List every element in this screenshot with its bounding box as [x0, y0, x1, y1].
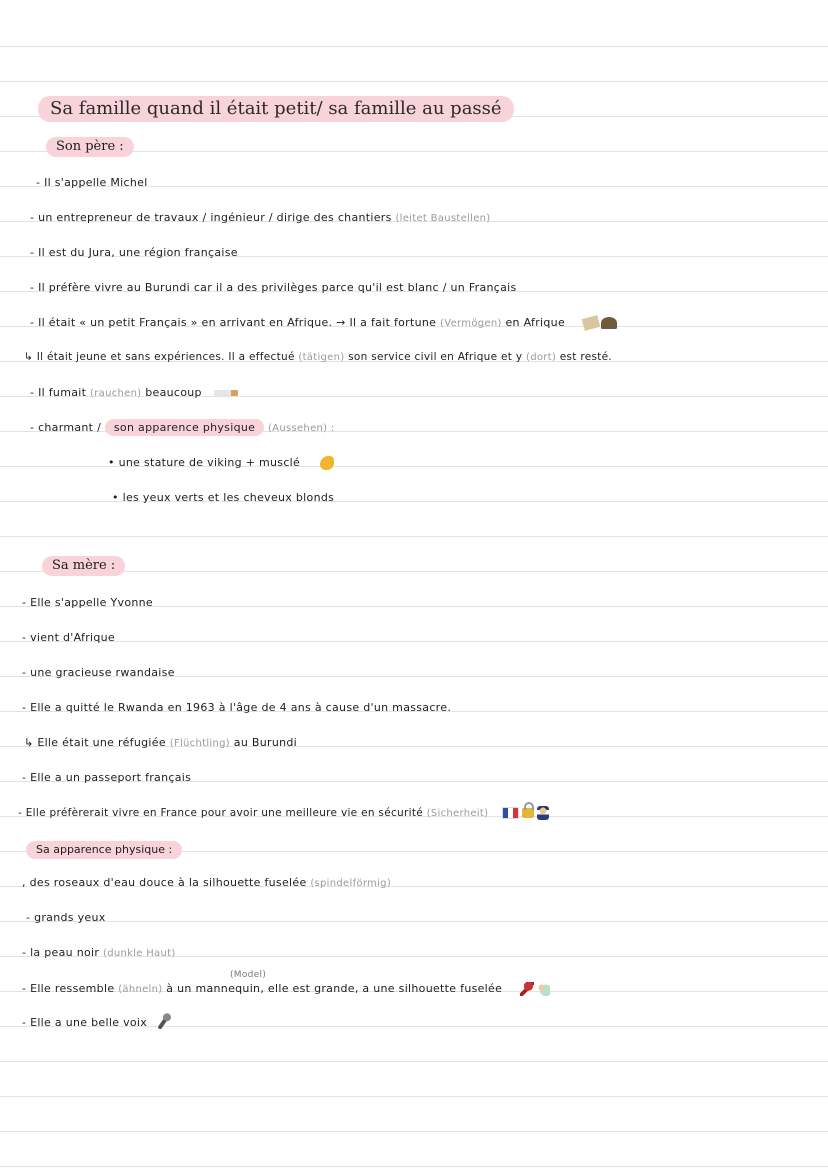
father-charm-text: - charmant / — [30, 421, 102, 434]
father-bullet-stature — [108, 456, 334, 470]
father-fortune — [30, 316, 617, 329]
father-young-note2: (dort) — [526, 352, 557, 363]
mother-refugee-text: ↳ Elle était une réfugiée — [24, 736, 166, 749]
mother-model-text: - Elle ressemble — [22, 982, 115, 995]
mother-left-rwanda: - Elle a quitté le Rwanda en 1963 à l'âge de 4 ans à cause d'un massacre. — [22, 701, 452, 714]
father-smoke — [30, 386, 238, 399]
mother-prefer-text: - Elle préfèrerait vivre en France pour avoir une meilleure vie en sécurité — [18, 807, 424, 819]
father-smoke-text: - Il fumait — [30, 386, 87, 399]
mother-refugee-end: au Burundi — [233, 736, 298, 749]
father-fortune-text: - Il était « un petit Français » en arrivant en Afrique. → Il a fait fortune — [30, 316, 437, 329]
page-title: Sa famille quand il était petit/ sa famille au passé — [38, 96, 514, 122]
flexed-biceps-icon — [320, 456, 334, 470]
mother-eyes: - grands yeux — [26, 911, 106, 924]
mother-model-a-un: à un — [166, 982, 192, 995]
father-name: - Il s'appelle Michel — [36, 176, 148, 189]
mother-skin-text: - la peau noir — [22, 946, 100, 959]
french-flag-icon — [502, 807, 519, 819]
microphone-icon — [157, 1016, 168, 1030]
mother-prefer — [18, 806, 549, 820]
father-young-text: ↳ Il était jeune et sans expériences. Il a effectué — [24, 351, 295, 363]
father-smoke-end: beaucoup — [145, 386, 202, 399]
mother-refugee — [24, 736, 297, 749]
mother-reeds — [22, 876, 391, 889]
father-burundi: - Il préfère vivre au Burundi car il a des privilèges parce qu'il est blanc / un Français — [30, 281, 517, 294]
mother-skin — [22, 946, 176, 959]
father-heading: Son père : — [46, 137, 134, 157]
father-young-note1: (tätigen) — [298, 352, 345, 363]
father-young — [24, 351, 612, 363]
mother-model-note1: (ähneln) — [118, 984, 163, 995]
mother-refugee-note: (Flüchtling) — [169, 738, 230, 749]
father-fortune-end: en Afrique — [505, 316, 566, 329]
mother-model-rest: mannequin, elle est grande, a une silhouette fuselée — [195, 982, 503, 995]
father-charm — [30, 421, 335, 434]
father-fortune-note: (Vermögen) — [440, 318, 502, 329]
mother-name: - Elle s'appelle Yvonne — [22, 596, 153, 609]
father-job-text: - un entrepreneur de travaux / ingénieur / dirige des chantiers — [30, 211, 392, 224]
map-icon — [582, 315, 601, 331]
father-job — [30, 211, 491, 224]
lock-icon — [522, 808, 534, 818]
father-young-end: est resté. — [559, 351, 613, 363]
mother-model-note: (Model) — [230, 970, 267, 980]
mother-skin-note: (dunkle Haut) — [103, 948, 176, 959]
father-bullet-stature-text: • une stature de viking + musclé — [108, 456, 301, 469]
mother-voice-text: - Elle a une belle voix — [22, 1016, 148, 1029]
father-smoke-note: (rauchen) — [90, 388, 142, 399]
mother-reeds-text: , des roseaux d'eau douce à la silhouette fuselée — [22, 876, 307, 889]
mother-model — [22, 982, 550, 996]
father-young-mid: son service civil en Afrique et y — [348, 351, 523, 363]
father-bullet-eyes: • les yeux verts et les cheveux blonds — [112, 491, 335, 504]
mother-appearance-heading: Sa apparence physique : — [26, 841, 182, 859]
hut-icon — [601, 317, 617, 329]
mother-reeds-note: (spindelförmig) — [310, 878, 392, 889]
father-appearance-highlight: son apparence physique — [105, 419, 264, 436]
mother-passport: - Elle a un passeport français — [22, 771, 192, 784]
mother-africa: - vient d'Afrique — [22, 631, 115, 644]
fairy-icon — [536, 982, 550, 996]
mother-prefer-note: (Sicherheit) — [426, 808, 489, 819]
mother-voice — [22, 1016, 165, 1030]
cigarette-icon — [214, 390, 238, 396]
mother-heading: Sa mère : — [42, 556, 125, 576]
dancer-icon — [520, 982, 534, 996]
police-officer-icon — [537, 806, 549, 820]
father-origin: - Il est du Jura, une région française — [30, 246, 238, 259]
father-job-note: (leitet Baustellen) — [395, 213, 491, 224]
mother-rwanda: - une gracieuse rwandaise — [22, 666, 175, 679]
father-charm-note: (Aussehen) : — [267, 423, 335, 434]
